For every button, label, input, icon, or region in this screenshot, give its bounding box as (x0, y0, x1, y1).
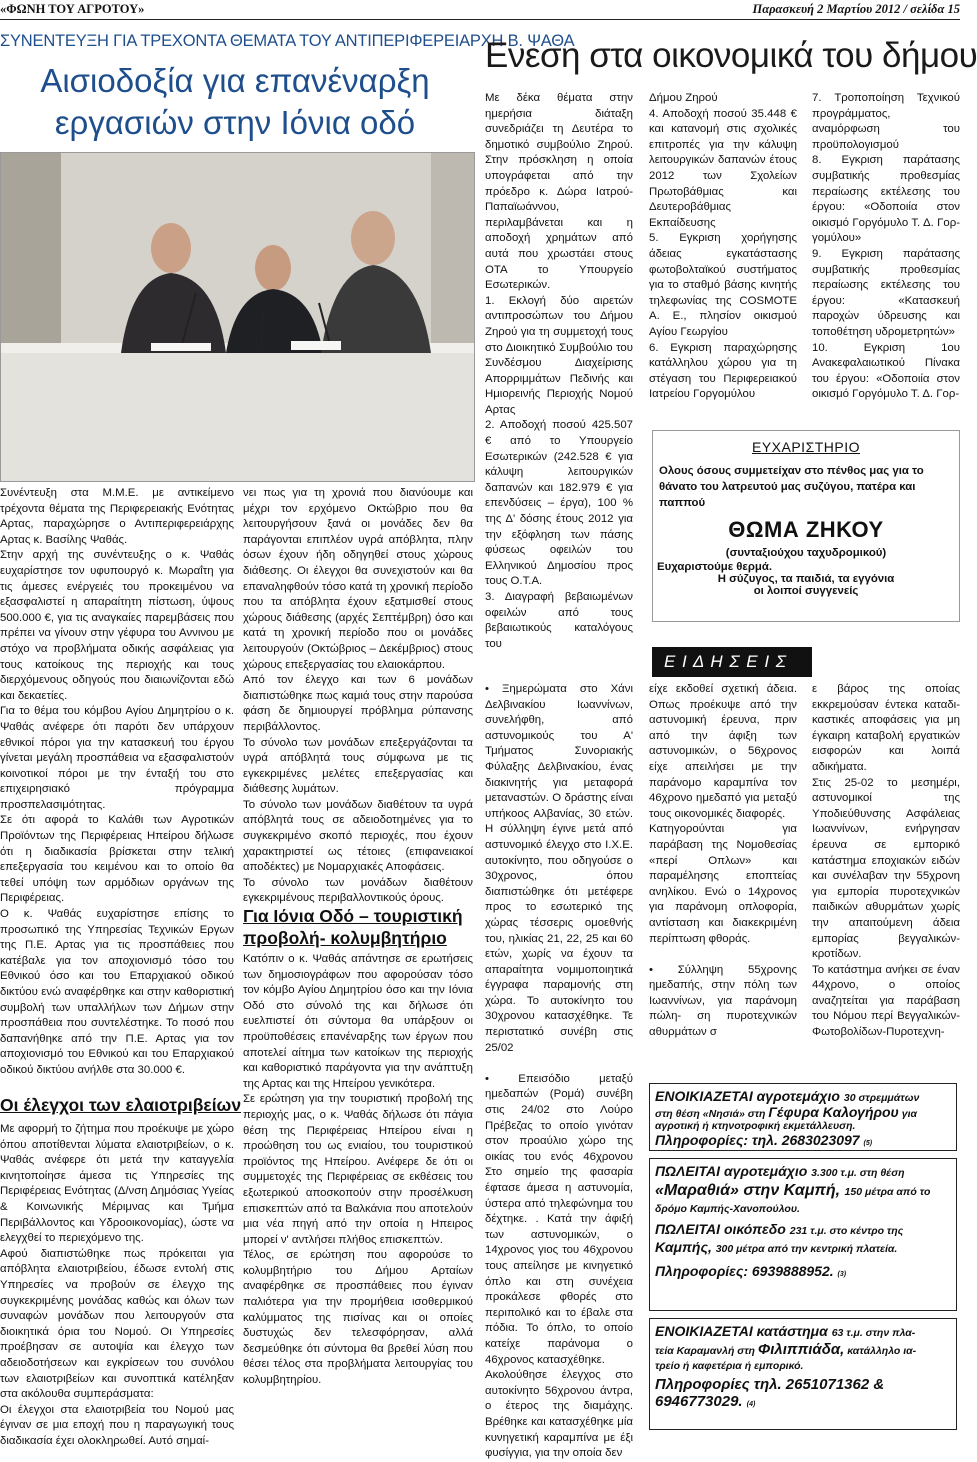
right-article-col-b: Δήμου Ζηρού 4. Αποδοχή ποσού 35.448 € και κατανομή στις σχολικές επιτροπές για την κάλυψη λειτουργικών δαπανών έτους 2012 των Σχολείων Πρωτοβάθμιας και Δευτεροβάθμιας Εκπαίδευσης 5. Εγκριση χορήγησης άδειας εγκατάστασης φωτοβολταϊκού συστήματος για το σταθμό βάσης κινητής τηλεφωνίας της COSMOTE Α. Ε., πλησίον οικισμού Αγίου Γεωργίου 6. Εγκριση παραχώρησης κατάλληλου χώρου για τη στέγαση του Περιφερειακού Ιατρείου Γοργομύλου (649, 92, 797, 401)
ad1-title: ΕΝΟΙΚΙΑΖΕΤΑΙ αγροτεμάχιο (655, 1088, 840, 1104)
ad2-code: (3) (837, 1271, 847, 1278)
thanks-line1: Ευχαριστούμε θερμά. (657, 561, 773, 573)
ad2-plot-location: Καμπής, (655, 1239, 712, 1255)
ad3-title: ΕΝΟΙΚΙΑΖΕΤΑΙ κατάστημα (655, 1323, 828, 1339)
ad2-size: 3.300 τ.μ. στη θέση (811, 1167, 905, 1179)
ad2-info: Πληροφορίες: 6939888952. (655, 1263, 834, 1279)
ad1-code: (5) (863, 1140, 873, 1147)
ad3-size: 63 τ.μ. στην πλα- (831, 1327, 916, 1339)
ad2-distance: 150 μέτρα από το (844, 1186, 931, 1198)
right-article-headline: Ενεση στα οικονομικά του δήμου (485, 36, 977, 75)
news-col-b: είχε εκδοθεί σχετική άδεια. Οπως προέκυψε από την αστυνομική έρευνα, πριν από την άφιξη των αστυνομικών, ο 56χρονος είχε απειλήσει με την παράνομο καραμπίνα τον 46χρονο ημεδαπό για μεταξύ τους οικονομικές διαφορές. Κατηγορούνται για παράβαση της Νομοθεσίας «περί Οπλων» και παραμέλησης εποπτείας ανηλίκου. Ενώ ο 14χρονος για παράνομη οπλοφορία, αντίσταση και διακεκριμένη περίπτωση φθοράς. • Σύλληψη 55χρονης ημεδαπής, στην πόλη των Ιωαννίνων, για παράνομη πώλη- ση πυροτεχνικών αθυρμάτων σ (649, 683, 797, 1039)
ad2-road: δρόμο Καμπής-Χανοπούλου. (655, 1203, 800, 1215)
ad2-plot-title: ΠΩΛΕΙΤΑΙ οικόπεδο (655, 1221, 786, 1237)
article-left-col2-text2: Κατόπιν ο κ. Ψαθάς απάντησε σε ερωτήσεις των δημοσιογράφων που αφορούσαν τόσο τον κόμβο Αγίου Δημητρίου όσο και την Ιόνια Οδό στο σύνολό της και δήλωσε ότι ευελπιστεί ότι σύντομα θα υπάρξουν οι προϋποθέσεις επανέναρξης των έργων που αποτελεί αίτημα των κατοίκων της περιοχής και καθοριστικό παράγοντα για την ανάπτυξη της Αρτας και της Ηπείρου γενικότερα. Σε ερώτηση για την τουριστική προβολή της περιοχής μας, ο κ. Ψαθάς δήλωσε ότι πάγια θέση της Περιφέρειας Ηπείρου είναι η προώθηση του ως ενιαίου, του τουριστικού προϊόντος της Ηπείρου. Ανέφερε δε ότι οι συμμετοχές της Περιφέρειας σε εκθέσεις του εξωτερικού αποσκοπούν στην προσέλκυση επισκεπτών από τα Βαλκάνια που αποτελούν μια νέα πηγή από την οποία η Ηπειρος μπορεί ν' αντλήσει πλήθος επισκεπτών. Τέλος, σε ερώτηση που αφορούσε το κολυμβητήριο του Δήμου Αρταίων αναφέρθηκε σε προσπάθειες που έγιναν παλιότερα για την προμήθεια ισοθερμικού καλύμματος της πισίνας και οι οποίες δυστυχώς δεν τελεσφόρησαν, αλλά δεσμεύθηκε ότι σύντομα θα βρεθεί λύση που θέσει τέλος στα προβλήματα λειτουργίας του κολυμβητηρίου. (243, 953, 473, 1387)
thanks-line2: Η σύζυγος, τα παιδιά, τα εγγόνια (717, 573, 895, 585)
ad1-for: για (901, 1108, 918, 1120)
article-left-col2-text: νει πως για τη χρονιά που διανύουμε και μέχρι τον ερχόμενο Οκτώβριο που θα λειτουργήσουν ξανά οι μονάδες δεν θα παράγονται επιπλέον υγρά απόβλητα, πλην όσων έχουν ήδη οδηγηθεί στους χώρους διάθεσης. Οι έλεγχοι θα συνεχιστούν και θα επαναληφθούν τόσο κατά τη χρονική περίοδο που τα απόβλητα έχουν εξατμισθεί στους χώρους διάθεσης (αρχές Σεπτέμβρη) όσο και κατά τη χρονική περίοδο που οι μονάδες λειτουργούν (Οκτώβριος – Δεκέμβριος) στους χώρους επεξεργασίας του ελαιοκάρπου. Από τον έλεγχο και των 6 μονάδων διαπιστώθηκε πως καμιά τους στην παρούσα φάση δε δημιουργεί πρόβλημα ρύπανσης περιβάλλοντος. Το σύνολο των μονάδων επεξεργάζονται τα υγρά απόβλητά τους σύμφωνα με τις εγκεκριμένες μελέτες επεξεργασίας και διάθεσης λυμάτων. Το σύνολο των μονάδων διαθέτουν τα υγρά απόβλητά τους σε αδειοδοτημένες για το συγκεκριμένο σκοπό περιοχές, που έχουν χαρακτηριστεί ως τέτοιες (επιφανειακοί αποδέκτες) με Νομαρχιακές Αποφάσεις. Το σύνολο των μονάδων διαθέτουν εγκεκριμένους περιβαλλοντικούς όρους. (243, 487, 473, 905)
newspaper-name: «ΦΩΝΗ ΤΟΥ ΑΓΡΟΤΟΥ» (0, 2, 145, 16)
news-banner (652, 647, 812, 677)
ad3-town: Φιλιππιάδα, (757, 1341, 845, 1358)
subhead-ionia-line-1: Για Ιόνια Οδό – τουριστική (243, 906, 463, 926)
ad-sale-kampi (649, 1158, 957, 1311)
ad2-plot-distance: 300 μέτρα από την κεντρική πλατεία. (715, 1243, 898, 1255)
ad3-square: τεία Καραμανλή στη (655, 1345, 755, 1357)
ad3-code: (4) (746, 1401, 756, 1408)
thanks-line3: οι λοιποί συγγενείς (753, 585, 859, 597)
thanks-role: (συνταξιούχου ταχυδρομικού) (725, 547, 887, 559)
article-left-col1-text2: Με αφορμή το ζήτημα που προέκυψε με χώρο όπου αποτίθενται λύματα ελαιοτριβείων, ο κ. Ψαθάς ανέφερε ότι μετά την καταγγελία κινητοποίησε άμεσα τις Υπηρεσίες της Περιφέρειας Ενότητας (Δ/νση Δημόσιας Υγείας & Κοινωνικής Μέριμνας και Τμήμα Περιβάλλοντος και Υδροοικονομίας), ώστε να ελεγχθεί το περιεχόμενο της. Αφού διαπιστώθηκε πως πρόκειται για απόβλητα ελαιοτριβείου, έδωσε εντολή στις Υπηρεσίες να προβούν σε έλεγχο της συγκεκριμένης μονάδας καθώς και όλων των συναφών μονάδων που λειτουργούν στα διοικητικά όρια του Νομού. Οι Υπηρεσίες προέβησαν σε αυτοψία και έλεγχο των αδειοδοτήσεων και εγκρίσεων του συνόλου των ελαιοτριβείων και συνοπτικά κατέληξαν στα ακόλουθα συμπεράσματα: Οι έλεγχοι στα ελαιοτριβεία του Νομού μας έγιναν σε μια εποχή που η παραγωγική τους διαδικασία έχει ολοκληρωθεί. Αυτό σημαί- (0, 1123, 235, 1447)
news-col-c: ε βάρος της οποίας εκκρεμούσαν έντεκα καταδι- καστικές αποφάσεις για μη έγκαιρη καταβολή εργατικών εισφορών και λοιπά αδικήματα. Στις 25-02 το μεσημέρι, αστυνομικοί της Υποδιεύθυνσης Ασφάλειας Ιωαννίνων, ενήργησαν έρευνα σε εμπορικό κατάστημα εποχιακών ειδών και συνέλαβαν την 55χρονη για εμπορία πυροτεχνικών παιδικών αθυρμάτων χωρίς την απαιτούμενη άδεια εμπορίας βεγγαλικών-κροτίδων. Το κατάστημα ανήκει σε έναν 44χρονο, ο οποίος αναζητείται για παράβαση του Νόμου περί Βεγγαλικών-Φωτοβολίδων-Πυροτεχνη- (812, 683, 960, 1039)
thanks-body: Ολους όσους συμμετείχαν στο πένθος μας για το θάνατο του λατρευτού μας συζύγου, πατέρα και παππού (659, 465, 924, 509)
date-page-label: Παρασκευή 2 Μαρτίου 2012 / σελίδα 15 (752, 2, 960, 16)
ad1-phone: τηλ. 2683023097 (751, 1132, 860, 1148)
ad-rent-field (649, 1083, 957, 1151)
ad1-info-label: Πληροφορίες: (655, 1132, 748, 1148)
header-rule (0, 19, 960, 20)
news-banner-label: Ε Ι Δ Η Σ Ε Ι Σ (664, 652, 787, 671)
news-col-a: • Ξημερώματα στο Χάνι Δελβινακίου Ιωαννίνων, συνελήφθη, από αστυνομικούς του Α' Τμήματος Συνοριακής Φύλαξης Δελβινακίου, ένας διακινητής για μεταφορά μεταναστών. Ο δράστης είναι υπήκοος Αλβανίας, 30 ετών. Η σύλληψη έγινε μετά από αστυνομικό έλεγχο στο Ι.Χ.Ε. αυτοκίνητο, που οδηγούσε ο 30χρονος, όπου διαπιστώθηκε ότι μετέφερε προς το εσωτερικό της χώρας τέσσερις ομοεθνής του, ηλικίας 21, 22, 25 και 60 ετών, χωρίς να έχουν τα απαραίτητα νομιμοποιητικά έγγραφα παραμονής στη χώρα. Το αυτοκίνητο του 30χρονου κατασχέθηκε. Τε περιστατικό συνέβη στις 25/02 • Επεισόδιο μεταξύ ημεδαπών (Ρομά) συνέβη στις 24/02 στο Λούρο Πρέβεζας το οποίο γινόταν στον προαύλιο χώρο της οικίας του ενός 46χρονου Στο σημείο της φασαρία έφτασε άμεσα η αστυνομία, ύστερα από τηλεφώνημα του δέχτηκε. . Κατά την άφιξή των αστυνομικών, ο 14χρονος γιος του 46χρονου τους απείλησε με κινηγετικό όπλο και στη συνέχεια προκάλεσε φθορές στο περιπολικό και το έβαλε στα πόδια. Το όπλο, το οποίο κατείχε παράνομα ο 46χρονος κατασχέθηκε. Ακολούθησε έλεγχος στο αυτοκίνητο 56χρονου άντρα, ο έτερος της διαμάχης. Βρέθηκε και κατασχέθηκε μία κυνηγετική καραμπίνα με έξι φυσίγγια, για την οποία δεν (485, 683, 633, 1460)
ad2-location: «Μαραθιά» στην Καμπή, (655, 1182, 841, 1199)
article-kicker: ΣΥΝΕΝΤΕΥΞΗ ΓΙΑ ΤΡΕΧΟΝΤΑ ΘΕΜΑΤΑ ΤΟΥ ΑΝΤΙΠΕΡΙΦΕΡΕΙΑΡΧΗ Β. ΨΑΘΑ (0, 32, 575, 50)
ad-rent-shop (649, 1318, 957, 1430)
article-left-col1-text: Συνέντευξη στα Μ.Μ.Ε. με αντικείμενο τρέχοντα θέματα της Περιφερειακής Ενότητας Αρτας, παραχώρησε ο Αντιπεριφερειάρχης Αρτας κ. Βασίλης Ψαθάς. Στην αρχή της συνέντευξης ο κ. Ψαθάς ευχαρίστησε τον υφυπουργό κ. Μωραΐτη για τις άμεσες ενέργειές του προκειμένου να εξασφαλιστεί η απαραίτητη πίστωση, ύψους 500.000 €, για τις αναγκαίες παρεμβάσεις που πρέπει να γίνουν στην γέφυρα του Αννινου με στόχο να προβλήματα οδικής ασφάλειας για τους κατοίκους της περιοχής και τους διερχόμενους οδηγούς που διαιωνίζονται εδώ και δεκαετίες. Για το θέμα του κόμβου Αγίου Δημητρίου ο κ. Ψαθάς ανέφερε ότι παρότι δεν υπάρχουν εθνικοί πόροι για την κατασκευή του έργου γίνεται μεγάλη προσπάθεια να εξασφαλιστούν κοινοτικοί πόροι με την ένταξή του στο επιχειρησιακό πρόγραμμα προσπελασιμότητας. Σε ότι αφορά το Καλάθι των Αγροτικών Προϊόντων της Περιφέρειας Ηπείρου δήλωσε ότι η διαδικασία βρίσκεται στην τελική επεξεργασία του κειμένου και το οποίο θα τεθεί υπόψη των αρμόδιων οργάνων της Περιφέρειας. Ο κ. Ψαθάς ευχαρίστησε επίσης το προσωπικό της Υπηρεσίας Τεχνικών Εργων της Π.Ε. Αρτας για τις προσπάθειες που κατέβαλε για τον αποχιονισμό τόσο του Εθνικού όσο και του Επαρχιακού οδικού δικτύου ενώ αναφέρθηκε και στην καθοριστική συμβολή των υπαλλήλων των Δήμων στην προσπάθεια που συντελέστηκε. Το ποσό που δαπανήθηκε από την Π.Ε. Αρτας για τον αποχιονισμό του Εθνικού και του Επαρχιακού οδικού δικτύου ανήλθε στα 30.000 €. (0, 487, 234, 1076)
ad2-plot-size: 231 τ.μ. στο κέντρο της (789, 1225, 904, 1237)
ad1-size: 30 στρεμμάτων (843, 1092, 920, 1104)
thanks-name: ΘΩΜΑ ΖΗΚΟΥ (728, 517, 884, 542)
subhead-ionia-line-2: προβολή- κολυμβητήριο (243, 928, 447, 948)
subhead-olive-mills: Οι έλεγχοι των ελαιοτριβείων (0, 1095, 242, 1115)
article-headline (0, 60, 470, 144)
thanks-title: ΕΥΧΑΡΙΣΤΗΡΙΟ (751, 439, 860, 455)
right-article-col-a: Με δέκα θέματα στην ημερήσια διάταξη συνεδριάζει τη Δευτέρα το δημοτικό συμβούλιο Ζηρού. Στην πρόσκληση η οποία υπογράφεται από την πρόεδρο κ. Δώρα Ιατρού-Παπαϊωάννου, περιλαμβάνεται και η αποδοχή χρημάτων από αυτά που χρωστάει στους ΟΤΑ το Υπουργείο Εσωτερικών. 1. Εκλογή δύο αιρετών αντιπροσώπων του Δήμου Ζηρού για τη συμμετοχή τους στο Διοικητικό Συμβούλιο του Συνδέσμου Διαχείρισης Απορριμμάτων Πεδινής και Ημιορεινής Περιοχής Νομού Αρτας 2. Αποδοχή ποσού 425.507 € από το Υπουργείο Εσωτερικών (242.528 € για κάλυψη λειτουργικών δαπανών και 182.979 € για επενδύσεις – έργα), 100 % της Δ' δόσης έτους 2012 για την εξόφληση των πάσης φύσεως οφειλών του Ελληνικού Δημοσίου προς τους Ο.Τ.Α. 3. Διαγραφή βεβαιωμένων οφειλών από τους βεβαιωτικούς καταλόγους του (485, 92, 633, 650)
ad2-title: ΠΩΛΕΙΤΑΙ αγροτεμάχιο (655, 1163, 808, 1179)
article-headline-line-1: Αισιοδοξία για επανέναρξη (40, 62, 430, 99)
ad1-location: Γέφυρα Καλογήρου (768, 1104, 899, 1120)
ad3-info: Πληροφορίες τηλ. 2651071362 & (655, 1376, 885, 1393)
press-conference-photo (1, 153, 474, 481)
thanks-notice (652, 430, 960, 622)
article-photo (0, 152, 475, 482)
ad3-uses: τρείο ή καφετέρια ή εμπορικό. (655, 1360, 804, 1372)
ad3-phone2: 6946773029. (655, 1393, 743, 1410)
ad3-suitable: κατάλληλο ια- (847, 1345, 917, 1357)
right-article-col-c: 7. Τροποποίηση Τεχνικού προγράμματος, αναμόρφωση του προϋπολογισμού 8. Εγκριση παράτασης συμβατικής προθεσμίας περαίωσης εκτέλεσης του έργου: «Οδοποιία στον οικισμό Γοργόμυλο Τ. Δ. Γορ-γομύλου» 9. Εγκριση παράτασης συμβατικής προθεσμίας περαίωσης εκτέλεσης του έργου: «Κατασκευή παροχών ύδρευσης και τοποθέτηση υδρομετρητών» 10. Εγκριση 1ου Ανακεφαλαιωτικού Πίνακα του έργου: «Οδοποιία στον οικισμό Γοργόμυλο Τ. Δ. Γορ- (812, 92, 960, 401)
ad1-purpose: αγροτική ή κτηνοτροφική εκμετάλλευση. (655, 1120, 856, 1132)
subhead-ionia-odos (243, 905, 475, 949)
ad1-location-prefix: στη θέση «Νησιά» στη (655, 1108, 766, 1120)
article-headline-line-2: εργασιών στην Ιόνια οδό (54, 104, 416, 141)
